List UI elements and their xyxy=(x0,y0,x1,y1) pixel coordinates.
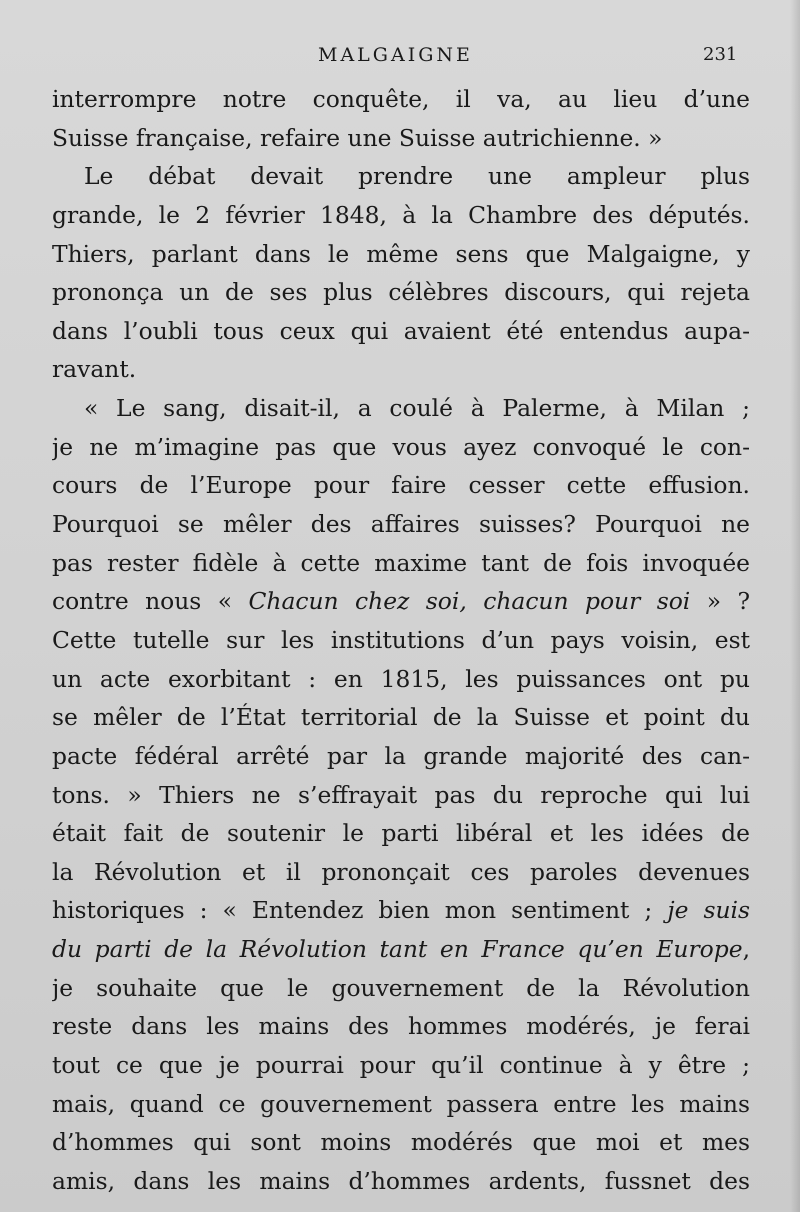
text-segment: historiques : « Entendez bien mon sentiment ; xyxy=(52,896,668,925)
text-line xyxy=(52,235,750,274)
text-line xyxy=(52,157,750,196)
text-line xyxy=(52,80,750,119)
body-text xyxy=(52,80,750,1201)
text-line xyxy=(52,621,750,660)
text-line xyxy=(52,505,750,544)
text-segment: la Révolution et il prononçait ces paroles devenues xyxy=(52,857,750,886)
text-line xyxy=(52,853,750,892)
text-segment: un acte exorbitant : en 1815, les puissances ont pu xyxy=(52,664,750,693)
text-line xyxy=(52,1007,750,1046)
text-line xyxy=(52,930,750,969)
text-segment: se mêler de l’État territorial de la Suisse et point du xyxy=(52,703,750,732)
text-line xyxy=(52,1085,750,1124)
text-line xyxy=(52,466,750,505)
text-line xyxy=(52,119,750,158)
text-line xyxy=(52,891,750,930)
text-segment: contre nous « xyxy=(52,587,249,616)
text-line xyxy=(52,969,750,1008)
italic-text: je suis xyxy=(667,896,750,925)
text-line xyxy=(52,196,750,235)
text-segment: Le débat devait prendre une ampleur plus xyxy=(84,162,750,191)
text-line xyxy=(52,1162,750,1201)
text-segment: Pourquoi se mêler des affaires suisses? Pourquoi ne xyxy=(52,510,750,539)
page-header xyxy=(0,40,800,70)
text-segment: Thiers, parlant dans le même sens que Malgaigne, y xyxy=(52,239,750,268)
text-line xyxy=(52,1046,750,1085)
text-line xyxy=(52,389,750,428)
text-line xyxy=(52,698,750,737)
text-line xyxy=(52,544,750,583)
text-segment: » ? xyxy=(690,587,750,616)
text-line xyxy=(52,814,750,853)
page-number: 231 xyxy=(703,44,738,65)
text-segment: prononça un de ses plus célèbres discours, qui rejeta xyxy=(52,278,750,307)
text-segment: , xyxy=(742,935,750,964)
text-segment: interrompre notre conquête, il va, au lieu d’une xyxy=(52,85,750,113)
text-segment: pacte fédéral arrêté par la grande majorité des can- xyxy=(52,741,750,770)
text-segment: je ne m’imagine pas que vous ayez convoqué le con- xyxy=(52,432,750,461)
text-line xyxy=(52,776,750,815)
text-segment: était fait de soutenir le parti libéral et les idées de xyxy=(52,819,750,848)
text-line xyxy=(52,312,750,351)
text-line xyxy=(52,660,750,699)
text-line xyxy=(52,350,750,389)
text-segment: amis, dans les mains d’hommes ardents, fussnet des xyxy=(52,1166,750,1195)
italic-text: Chacun chez soi, chacun pour soi xyxy=(248,587,691,616)
text-segment: tons. » Thiers ne s’effrayait pas du reproche qui lui xyxy=(52,780,750,809)
text-segment: « Le sang, disait-il, a coulé à Palerme, à Milan ; xyxy=(84,394,750,423)
text-segment: mais, quand ce gouvernement passera entre les mains xyxy=(52,1089,750,1118)
text-segment: je souhaite que le gouvernement de la Révolution xyxy=(52,973,750,1002)
text-segment: tout ce que je pourrai pour qu’il continue à y être ; xyxy=(52,1051,750,1080)
text-segment: cours de l’Europe pour faire cesser cette effusion. xyxy=(52,471,750,500)
text-segment: pas rester fidèle à cette maxime tant de fois invoquée xyxy=(52,548,750,577)
text-line xyxy=(52,273,750,312)
text-segment: Cette tutelle sur les institutions d’un pays voisin, est xyxy=(52,625,750,654)
text-line xyxy=(52,582,750,621)
text-segment: ravant. xyxy=(52,355,137,384)
text-segment: d’hommes qui sont moins modérés que moi et mes xyxy=(52,1128,750,1157)
text-segment: reste dans les mains des hommes modérés, je ferai xyxy=(52,1012,750,1041)
text-line xyxy=(52,428,750,467)
italic-text: du parti de la Révolution tant en France qu’en Europe xyxy=(52,935,743,964)
text-segment: Suisse française, refaire une Suisse autrichienne. » xyxy=(52,123,663,152)
text-segment: grande, le 2 février 1848, à la Chambre des députés. xyxy=(52,200,750,229)
text-line xyxy=(52,1123,750,1162)
running-title: MALGAIGNE xyxy=(318,44,473,66)
text-segment: dans l’oubli tous ceux qui avaient été entendus aupa- xyxy=(52,316,750,345)
text-line xyxy=(52,737,750,776)
